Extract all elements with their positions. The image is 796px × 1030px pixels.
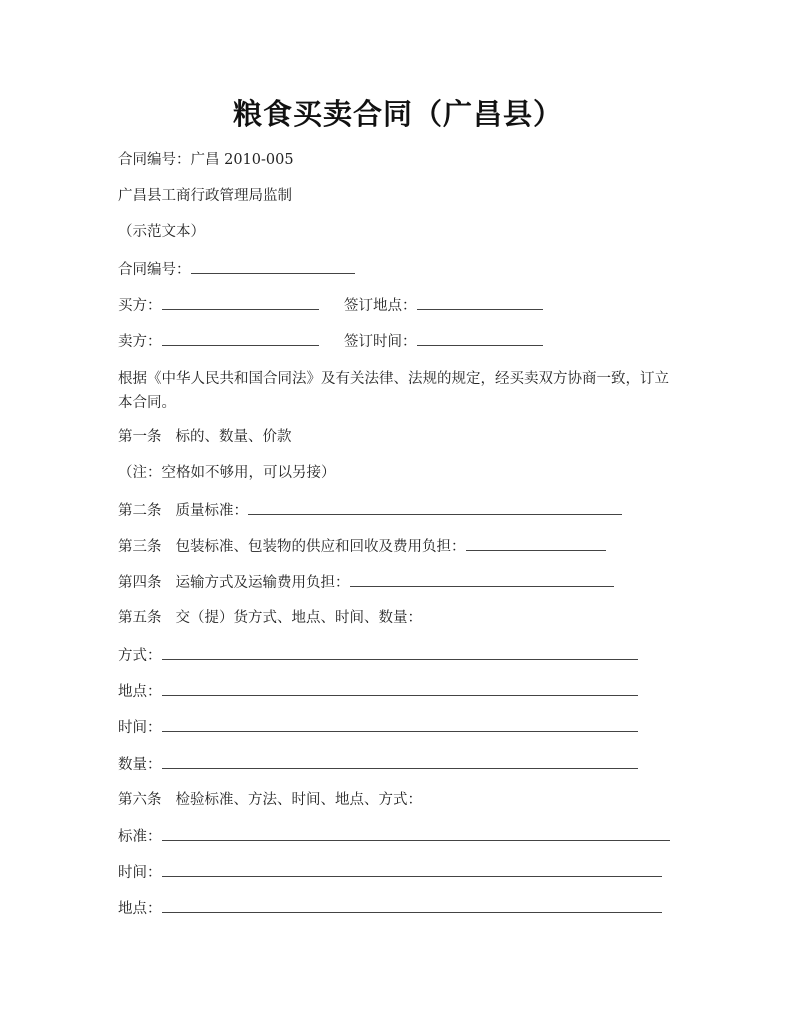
sign-time-group: [344, 330, 543, 353]
article-5-place-row: [118, 680, 638, 703]
contract-number-label: 合同编号：: [118, 262, 191, 278]
article-6-time-row: [118, 861, 662, 884]
seller-label: 卖方：: [118, 334, 162, 350]
supervisor-line: 广昌县工商行政管理局监制: [118, 188, 292, 204]
article-5-title: 交（提）货方式、地点、时间、数量：: [175, 610, 422, 626]
contract-number-blank[interactable]: [191, 258, 355, 274]
article-2-title: 质量标准：: [175, 503, 248, 519]
article-6-standard-row: [118, 825, 670, 848]
article-5-place-label: 地点：: [118, 684, 162, 700]
sign-time-blank[interactable]: [417, 330, 543, 346]
sample-text-label: （示范文本）: [118, 224, 205, 240]
seller-row: [118, 330, 678, 353]
article-1: [118, 426, 292, 448]
document-title: 粮食买卖合同（广昌县）: [232, 97, 563, 131]
article-3: [118, 535, 606, 558]
article-6-place-row: [118, 897, 662, 920]
article-1-note: （注：空格如不够用，可以另接）: [118, 465, 336, 481]
sign-place-group: [344, 294, 543, 317]
buyer-row: [118, 294, 678, 317]
article-5-place-blank[interactable]: [162, 680, 638, 696]
article-6: [118, 789, 422, 811]
contract-number-header: 合同编号：广昌 2010-005: [118, 152, 294, 168]
article-4-number: 第四条: [118, 575, 162, 591]
buyer-blank[interactable]: [162, 294, 319, 310]
article-5: [118, 607, 422, 629]
article-5-time-blank[interactable]: [162, 716, 638, 732]
article-2-blank[interactable]: [248, 499, 622, 515]
article-5-number: 第五条: [118, 610, 162, 626]
contract-number-row: [118, 258, 355, 281]
article-3-number: 第三条: [118, 539, 162, 555]
article-3-title: 包装标准、包装物的供应和回收及费用负担：: [175, 539, 466, 555]
article-5-quantity-row: [118, 753, 638, 776]
article-5-method-label: 方式：: [118, 648, 162, 664]
article-6-place-blank[interactable]: [162, 897, 662, 913]
article-6-standard-label: 标准：: [118, 829, 162, 845]
article-2-number: 第二条: [118, 503, 162, 519]
article-5-time-label: 时间：: [118, 720, 162, 736]
article-6-number: 第六条: [118, 792, 162, 808]
article-2: [118, 499, 622, 522]
article-6-time-blank[interactable]: [162, 861, 662, 877]
article-5-method-row: [118, 644, 638, 667]
article-5-method-blank[interactable]: [162, 644, 638, 660]
article-4: [118, 571, 614, 594]
sign-place-label: 签订地点：: [344, 298, 417, 314]
article-1-number: 第一条: [118, 429, 162, 445]
buyer-label: 买方：: [118, 298, 162, 314]
article-6-time-label: 时间：: [118, 865, 162, 881]
article-5-quantity-blank[interactable]: [162, 753, 638, 769]
article-6-place-label: 地点：: [118, 901, 162, 917]
article-5-quantity-label: 数量：: [118, 757, 162, 773]
sign-time-label: 签订时间：: [344, 334, 417, 350]
seller-blank[interactable]: [162, 330, 319, 346]
article-5-time-row: [118, 716, 638, 739]
article-1-title: 标的、数量、价款: [175, 429, 292, 445]
article-6-title: 检验标准、方法、时间、地点、方式：: [175, 792, 422, 808]
article-6-standard-blank[interactable]: [162, 825, 670, 841]
article-4-blank[interactable]: [350, 571, 614, 587]
sign-place-blank[interactable]: [417, 294, 543, 310]
article-4-title: 运输方式及运输费用负担：: [175, 575, 350, 591]
article-3-blank[interactable]: [466, 535, 606, 551]
preamble-paragraph: 根据《中华人民共和国合同法》及有关法律、法规的规定，经买卖双方协商一致，订立本合同。: [118, 371, 669, 411]
